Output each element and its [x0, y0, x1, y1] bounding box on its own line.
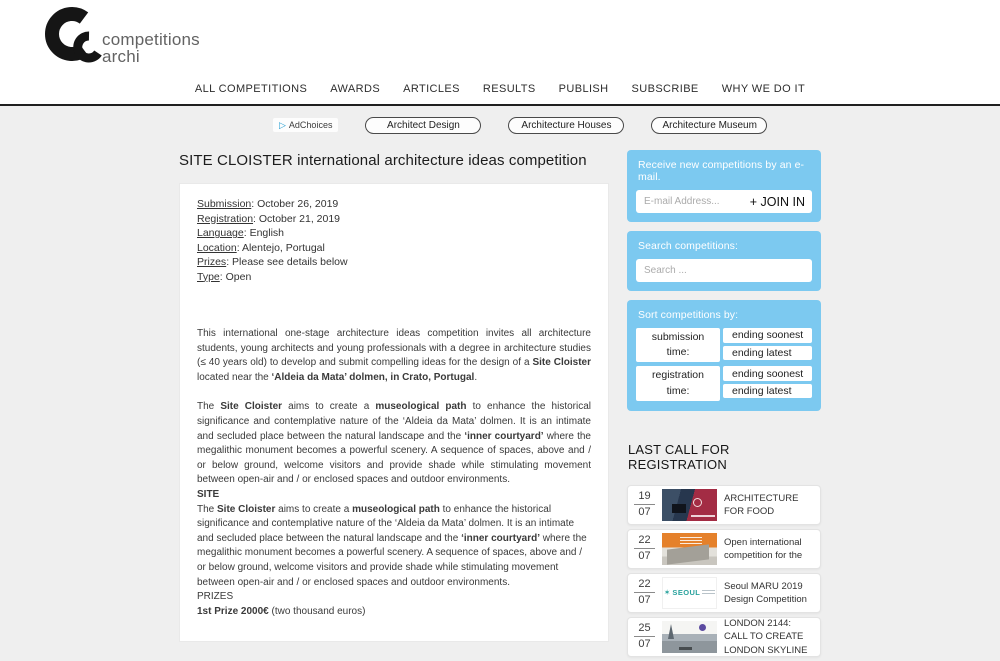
email-input[interactable]	[644, 196, 750, 207]
ad-link-architect-design[interactable]: Architect Design	[365, 117, 481, 134]
page-title: SITE CLOISTER international architecture ideas competition	[179, 152, 587, 169]
search-label: Search competitions:	[638, 240, 739, 252]
competition-title: Open international competition for the	[724, 536, 803, 561]
main-column	[179, 150, 609, 642]
logo-mark-icon	[44, 8, 108, 71]
competition-title: LONDON 2144: CALL TO CREATE LONDON SKYLINE	[724, 617, 808, 656]
nav-publish[interactable]: PUBLISH	[558, 83, 609, 95]
date-badge: 19 07	[634, 490, 655, 519]
join-in-button[interactable]: + JOIN IN	[749, 194, 805, 209]
adchoices-text: AdChoices	[288, 120, 333, 130]
ad-bar	[0, 106, 1000, 144]
site-header	[0, 0, 1000, 106]
detail-language: Language : English	[197, 226, 591, 241]
ad-link-architecture-museum[interactable]: Architecture Museum	[651, 117, 767, 134]
detail-submission: Submission : October 26, 2019	[197, 197, 591, 212]
article-card	[179, 183, 609, 642]
adchoices-icon: ▷	[279, 119, 286, 130]
site-logo[interactable]	[44, 8, 200, 71]
adchoices-label[interactable]	[273, 118, 338, 132]
detail-location: Location : Alentejo, Portugal	[197, 241, 591, 256]
sort-row-submission	[636, 328, 812, 362]
article-body: This international one-stage architecture ideas competition invites all architecture students, young architects and young professionals with a degree in architecture studies (≤ 40 years old) to develop and submit compelling ideas for the design of a Site Cloister located near the ‘Aldeia da Mata’ dolmen, in Crato, Portugal. The Site Cloister aims to create a museological path to enhance the historical significance and contemplative nature of the ‘Aldeia da Mata’ dolmen. It is an intimate and secluded place between the natural landscape and the ‘inner courtyard’ where the megalithic monument becomes a powerful scenery. A sequence of spaces, above and / or below ground, welcome visitors and provide shade while stimulating movement between open-air and / or enclosed spaces and outdoor environments. SITE The Site Cloister aims to create a museological path to enhance the historical significance and contemplative nature of the ‘Aldeia da Mata’ dolmen. It is an intimate and secluded place between the natural landscape and the ‘inner courtyard’ where the megalithic monument becomes a powerful scenery. A sequence of spaces, above and / or below ground, welcome visitors and provide shade while stimulating movement between open-air and / or enclosed spaces and outdoor environments. PRIZES 1st Prize 2000€ (two thousand euros)	[197, 328, 591, 617]
competition-thumbnail	[662, 489, 717, 521]
main-nav	[0, 83, 1000, 95]
competition-thumbnail: ✶ SEOUL	[662, 577, 717, 609]
nav-articles[interactable]: ARTICLES	[403, 83, 460, 95]
competition-list-item-london-2144[interactable]	[627, 617, 821, 657]
last-call-heading: LAST CALL FOR REGISTRATION	[628, 441, 730, 472]
sort-label-heading: Sort competitions by:	[638, 309, 739, 321]
search-box	[627, 231, 821, 291]
nav-awards[interactable]: AWARDS	[330, 83, 381, 95]
nav-why-we-do-it[interactable]: WHY WE DO IT	[721, 83, 806, 95]
email-subscribe-box	[627, 150, 821, 222]
content	[179, 150, 821, 661]
competition-thumbnail	[662, 533, 717, 565]
date-badge: 25 07	[634, 622, 655, 651]
sort-registration-time-label: registration time:	[636, 366, 720, 400]
search-input[interactable]	[636, 259, 812, 282]
competition-title: Seoul MARU 2019 Design Competition	[724, 580, 807, 605]
nav-subscribe[interactable]: SUBSCRIBE	[631, 83, 699, 95]
seoul-logo-icon: ✶	[663, 587, 671, 597]
sort-row-registration	[636, 366, 812, 400]
competition-list-item-open-international[interactable]	[627, 529, 821, 569]
competition-details	[197, 197, 591, 284]
detail-prizes: Prizes : Please see details below	[197, 255, 591, 270]
nav-results[interactable]: RESULTS	[482, 83, 536, 95]
sort-box	[627, 300, 821, 411]
sort-submission-time-label: submission time:	[636, 328, 720, 362]
registration-ending-soonest-button[interactable]: ending soonest	[723, 366, 812, 381]
competition-thumbnail	[662, 621, 717, 653]
submission-ending-soonest-button[interactable]: ending soonest	[723, 328, 812, 343]
competition-list-item-architecture-for-food[interactable]	[627, 485, 821, 525]
email-subscribe-label: Receive new competitions by an e-mail.	[638, 159, 805, 183]
date-badge: 22 07	[634, 578, 655, 607]
sidebar	[627, 150, 821, 661]
ad-link-architecture-houses[interactable]: Architecture Houses	[508, 117, 624, 134]
logo-text: competitions archi	[102, 30, 200, 66]
nav-all-competitions[interactable]: ALL COMPETITIONS	[194, 83, 308, 95]
date-badge: 22 07	[634, 534, 655, 563]
competition-title: ARCHITECTURE FOR FOOD	[724, 492, 799, 517]
detail-type: Type : Open	[197, 270, 591, 285]
detail-registration: Registration : October 21, 2019	[197, 212, 591, 227]
competition-list-item-seoul-maru[interactable]	[627, 573, 821, 613]
registration-ending-latest-button[interactable]: ending latest	[723, 384, 812, 399]
submission-ending-latest-button[interactable]: ending latest	[723, 346, 812, 361]
